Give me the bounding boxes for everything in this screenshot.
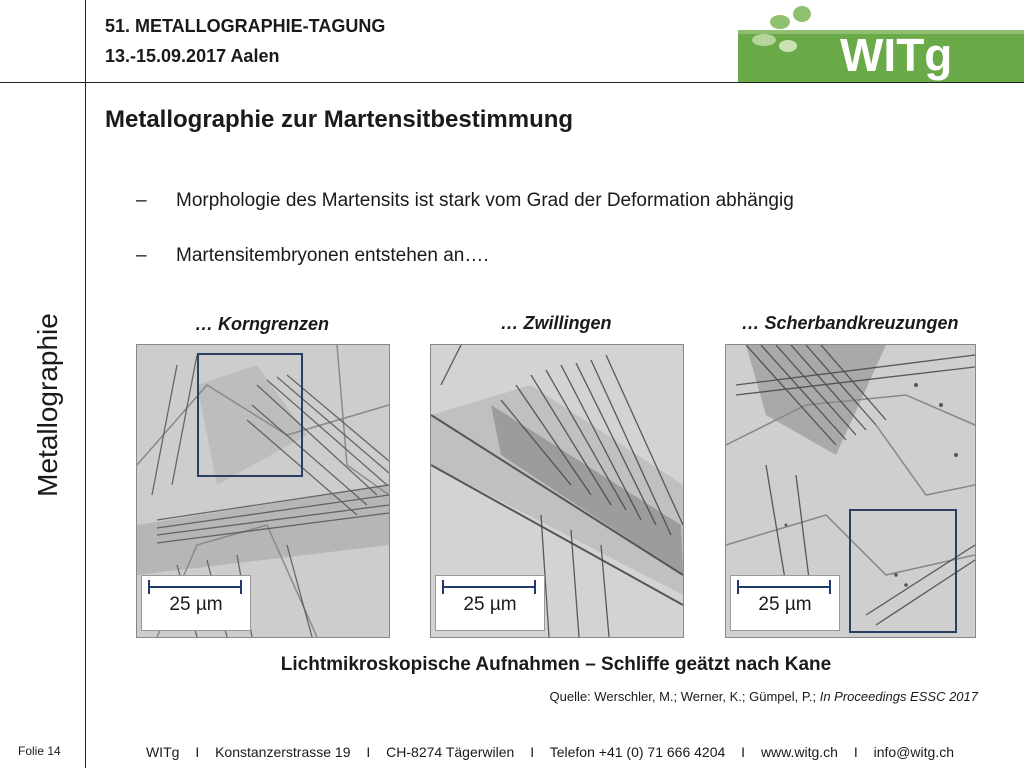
figure-caption: Lichtmikroskopische Aufnahmen – Schliffe geätzt nach Kane <box>280 654 832 675</box>
bullet-text: Morphologie des Martensits ist stark vom Grad der Deformation abhängig <box>176 190 794 211</box>
scale-bar <box>141 575 251 631</box>
micrograph-scherbandkreuzungen <box>725 344 976 638</box>
bullet-text: Martensitembryonen entstehen an…. <box>176 245 489 266</box>
footer-contact <box>146 744 954 760</box>
scale-label: 25 µm <box>169 594 223 615</box>
scale-label: 25 µm <box>758 594 812 615</box>
bullet-marker: – <box>136 190 147 211</box>
footer-separator: I <box>741 744 746 760</box>
image-caption-zwillingen: … Zwillingen <box>500 313 612 333</box>
region-of-interest-box <box>849 509 957 633</box>
conference-date: 13.-15.09.2017 Aalen <box>105 46 280 66</box>
witg-logo <box>738 0 1024 82</box>
micrograph-korngrenzen <box>136 344 390 638</box>
footer-email-link[interactable]: info@witg.ch <box>873 744 954 760</box>
footer-address: Konstanzerstrasse 19 <box>215 744 351 760</box>
footer-separator: I <box>195 744 200 760</box>
bullet-marker: – <box>136 245 147 266</box>
footer-company: WITg <box>145 744 180 760</box>
region-of-interest-box <box>197 353 303 477</box>
logo-text: WITg <box>840 29 953 81</box>
micrograph-zwillingen <box>430 344 684 638</box>
scale-bar <box>730 575 840 631</box>
bullet-item <box>136 190 794 212</box>
footer-separator: I <box>853 744 858 760</box>
scale-label: 25 µm <box>463 594 517 615</box>
conference-title: 51. METALLOGRAPHIE-TAGUNG <box>105 16 386 36</box>
source-citation <box>550 689 979 704</box>
scale-bar <box>435 575 545 631</box>
vertical-divider <box>85 0 86 768</box>
footer-phone: Telefon +41 (0) 71 666 4204 <box>549 744 726 760</box>
image-caption-korngrenzen: … Korngrenzen <box>194 314 329 334</box>
footer-separator: I <box>366 744 371 760</box>
source-publication: In Proceedings ESSC 2017 <box>819 689 978 704</box>
slide-number: Folie 14 <box>18 744 61 758</box>
footer-separator: I <box>530 744 535 760</box>
image-caption-scherbandkreuzungen: … Scherbandkreuzungen <box>741 313 959 333</box>
footer-website-link[interactable]: www.witg.ch <box>760 744 838 760</box>
section-label: Metallographie <box>32 313 63 497</box>
slide-title: Metallographie zur Martensitbestimmung <box>105 106 574 133</box>
header-divider <box>0 82 1024 83</box>
source-authors: Quelle: Werschler, M.; Werner, K.; Gümpel, P.; <box>549 689 820 704</box>
bullet-item <box>136 245 489 267</box>
footer-city: CH-8274 Tägerwilen <box>386 744 515 760</box>
